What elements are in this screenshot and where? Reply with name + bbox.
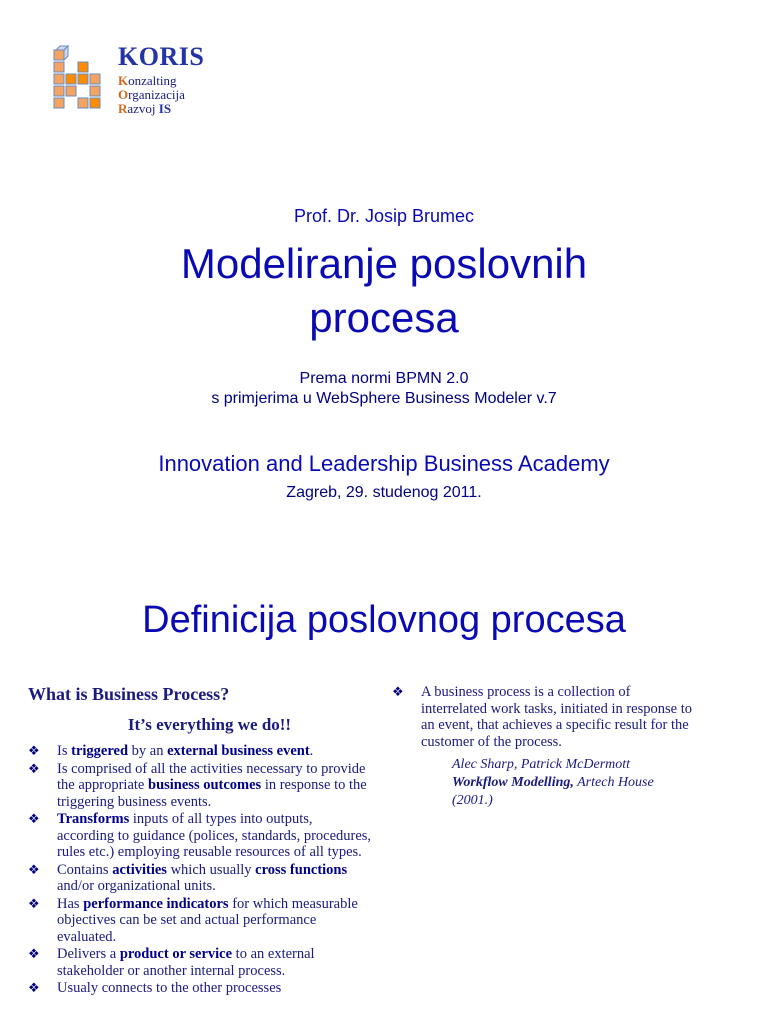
bullet-text: to an external stakeholder or another internal process. bbox=[57, 946, 315, 979]
diamond-bullet-icon: ❖ bbox=[28, 946, 40, 961]
author-name: Prof. Dr. Josip Brumec bbox=[293, 206, 475, 226]
list-item bbox=[28, 862, 373, 895]
list-item bbox=[28, 743, 373, 760]
bullet-text: Contains bbox=[57, 861, 113, 878]
academy-name: Innovation and Leadership Business Academy bbox=[158, 451, 610, 476]
bullet-text: . bbox=[309, 743, 314, 759]
diamond-bullet-icon: ❖ bbox=[28, 980, 40, 995]
presentation-title: Modeliranje poslovnih procesa bbox=[180, 240, 588, 341]
bullet-text: Has bbox=[57, 895, 84, 912]
emphasis-text: activities bbox=[112, 861, 167, 878]
bullet-text: Delivers a bbox=[57, 946, 120, 962]
diamond-bullet-icon: ❖ bbox=[28, 743, 40, 758]
presentation-subtitle: Prema normi BPMN 2.0 s primjerima u WebSphere Business Modeler v.7 bbox=[211, 370, 557, 407]
emphasis-text: Transforms bbox=[57, 811, 130, 827]
citation bbox=[392, 756, 692, 810]
definition-quote: A business process is a collection of interrelated work tasks, initiated in response to an event, that achieves a specific result for the customer of the process. bbox=[421, 684, 692, 750]
bullet-text: and/or organizational units. bbox=[57, 878, 216, 894]
list-item bbox=[28, 946, 373, 979]
diamond-bullet-icon: ❖ bbox=[28, 895, 40, 911]
bullet-text: by an bbox=[128, 743, 168, 759]
bullet-text: inputs of all types into outputs, according to guidance (polices, standards, procedures, rules etc.) employing reusable resources of all types. bbox=[57, 811, 372, 860]
tagline: It’s everything we do!! bbox=[127, 715, 292, 734]
citation-publisher: Artech House (2001.) bbox=[452, 775, 654, 808]
list-item bbox=[28, 761, 373, 811]
bullet-text: for which measurable objectives can be set and actual performance evaluated. bbox=[57, 895, 358, 945]
emphasis-text: triggered bbox=[71, 743, 129, 759]
left-column bbox=[28, 684, 373, 998]
citation-title: Workflow Modelling, bbox=[452, 775, 574, 790]
logo-expansion: Konzalting Organizacija Razvoj IS bbox=[118, 73, 185, 116]
question-heading: What is Business Process? bbox=[28, 684, 230, 704]
citation-authors: Alec Sharp, Patrick McDermott bbox=[452, 757, 631, 772]
diamond-bullet-icon: ❖ bbox=[392, 684, 404, 699]
emphasis-text: external business event bbox=[167, 743, 310, 759]
emphasis-text: business outcomes bbox=[148, 777, 262, 793]
presentation-date: Zagreb, 29. studenog 2011. bbox=[286, 484, 482, 501]
list-item bbox=[28, 896, 373, 946]
logo-name: KORIS bbox=[118, 42, 205, 71]
bullet-text: Is comprised of all the activities necessary to provide the appropriate bbox=[57, 760, 366, 793]
slide-heading: Definicija poslovnog procesa bbox=[142, 599, 626, 641]
list-item bbox=[28, 811, 373, 861]
bullet-text: Is bbox=[57, 743, 72, 759]
list-item bbox=[392, 684, 692, 750]
list-item bbox=[28, 980, 373, 997]
diamond-bullet-icon: ❖ bbox=[28, 811, 40, 826]
bullet-text: Usualy connects to the other processes bbox=[57, 980, 282, 996]
right-column bbox=[392, 684, 692, 810]
diamond-bullet-icon: ❖ bbox=[28, 760, 40, 776]
emphasis-text: product or service bbox=[119, 946, 233, 962]
bullet-text: which usually bbox=[166, 861, 256, 878]
diamond-bullet-icon: ❖ bbox=[28, 861, 40, 877]
emphasis-text: cross functions bbox=[255, 861, 348, 878]
definition-list bbox=[28, 743, 373, 997]
bullet-text: in response to the triggering business events. bbox=[57, 777, 367, 810]
emphasis-text: performance indicators bbox=[83, 895, 229, 912]
